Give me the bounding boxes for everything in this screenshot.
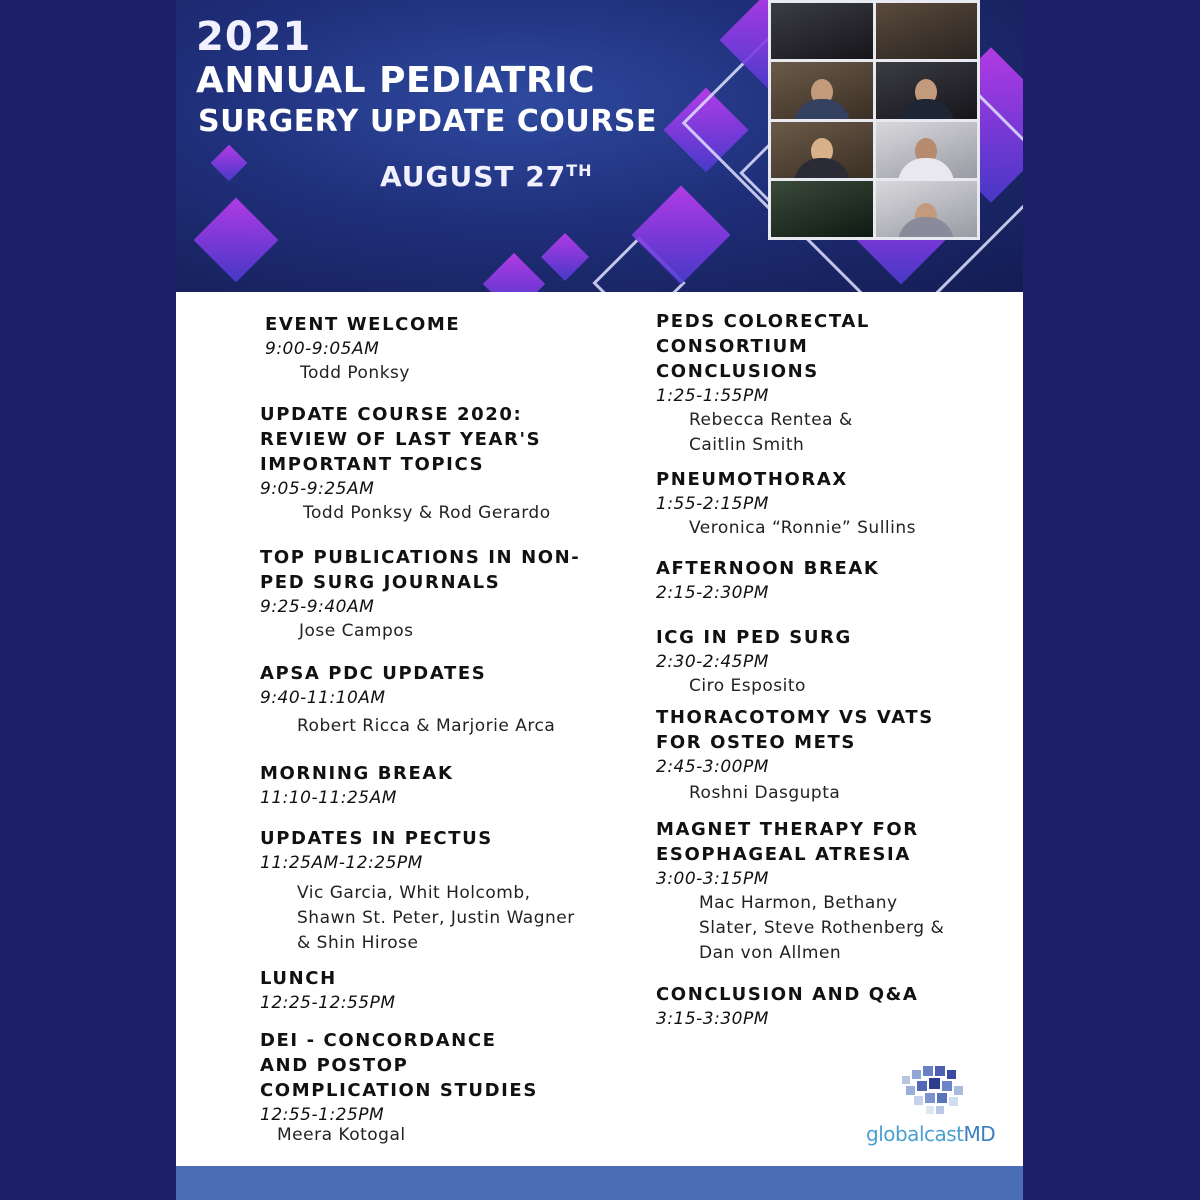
video-tile [876,122,978,178]
session-magnet-therapy [656,817,944,966]
event-poster [176,0,1023,1200]
session-icg [656,625,852,699]
video-tile [771,181,873,237]
session-event-welcome [265,312,460,386]
session-conclusion [656,982,918,1031]
session-peds-colorectal [656,309,870,458]
session-title: ICG IN PED SURG [656,627,852,648]
session-title: MAGNET THERAPY FOR ESOPHAGEAL ATRESIA [656,819,919,865]
banner-title-line1: ANNUAL PEDIATRIC [196,60,595,101]
banner-year: 2021 [196,14,312,60]
decorative-diamond [211,145,248,182]
session-time: 9:00-9:05AM [265,339,380,359]
decorative-diamond [541,233,589,281]
session-title: APSA PDC UPDATES [260,663,487,684]
session-dei [260,1028,538,1148]
video-tile [771,62,873,118]
footer-bar [176,1166,1023,1200]
session-time: 2:45-3:00PM [656,757,769,777]
session-time: 12:25-12:55PM [260,993,396,1013]
session-time: 2:30-2:45PM [656,652,769,672]
session-speaker: Mac Harmon, Bethany Slater, Steve Rothenberg & Dan von Allmen [699,893,945,963]
banner-date-text: AUGUST 27 [380,160,567,193]
session-pectus [260,826,575,956]
session-afternoon-break [656,556,879,605]
session-time: 9:05-9:25AM [260,479,375,499]
session-title: MORNING BREAK [260,763,454,784]
session-speaker: Robert Ricca & Marjorie Arca [297,716,556,736]
decorative-diamond [483,253,545,292]
session-speaker: Roshni Dasgupta [689,783,841,803]
session-title: UPDATES IN PECTUS [260,828,493,849]
course-banner [176,0,1023,292]
video-tile [771,3,873,59]
session-time: 11:10-11:25AM [260,788,397,808]
session-time: 9:40-11:10AM [260,688,386,708]
session-time: 11:25AM-12:25PM [260,853,423,873]
session-title: THORACOTOMY VS VATS FOR OSTEO METS [656,707,934,753]
session-title: LUNCH [260,968,337,989]
session-title: CONCLUSION AND Q&A [656,984,919,1005]
session-lunch [260,966,396,1015]
session-top-publications [260,545,580,644]
logo-text-a: globalcast [866,1122,964,1146]
logo-text [866,1122,995,1146]
schedule [176,292,1023,1165]
video-tile [876,3,978,59]
video-tile [876,181,978,237]
session-speaker: Vic Garcia, Whit Holcomb, Shawn St. Peter, Justin Wagner & Shin Hirose [297,883,575,953]
session-title: PEDS COLORECTAL CONSORTIUM CONCLUSIONS [656,311,870,382]
session-morning-break [260,761,454,810]
session-title: EVENT WELCOME [265,314,461,335]
decorative-diamond [194,198,279,283]
session-time: 1:55-2:15PM [656,494,769,514]
session-speaker: Todd Ponksy & Rod Gerardo [303,503,551,523]
video-tile [771,122,873,178]
session-pneumothorax [656,467,916,541]
session-title: AFTERNOON BREAK [656,558,880,579]
session-title: PNEUMOTHORAX [656,469,848,490]
session-speaker: Ciro Esposito [689,676,806,696]
session-speaker: Jose Campos [299,621,414,641]
logo-text-b: MD [963,1122,996,1146]
session-time: 3:15-3:30PM [656,1009,769,1029]
session-time: 3:00-3:15PM [656,869,769,889]
session-time: 1:25-1:55PM [656,386,769,406]
video-call-collage [768,0,980,240]
session-speaker: Rebecca Rentea & Caitlin Smith [689,410,853,455]
globe-grid-icon [896,1062,976,1122]
session-speaker: Todd Ponksy [300,363,410,383]
video-tile [876,62,978,118]
session-title: TOP PUBLICATIONS IN NON- PED SURG JOURNALS [260,547,581,593]
session-time: 12:55-1:25PM [260,1105,385,1125]
banner-title-line2: SURGERY UPDATE COURSE [198,104,657,139]
session-speaker: Meera Kotogal [277,1125,406,1145]
banner-date [380,160,593,193]
session-time: 2:15-2:30PM [656,583,769,603]
globalcastmd-logo [866,1062,1006,1152]
session-title: DEI - CONCORDANCE AND POSTOP COMPLICATION STUDIES [260,1030,538,1101]
session-update-course [260,402,551,526]
session-time: 9:25-9:40AM [260,597,375,617]
session-title: UPDATE COURSE 2020: REVIEW OF LAST YEAR'S IMPORTANT TOPICS [260,404,542,475]
banner-date-suffix: TH [566,161,593,180]
session-speaker: Veronica “Ronnie” Sullins [689,518,916,538]
session-apsa-pdc [260,661,555,739]
session-thoracotomy [656,705,934,806]
